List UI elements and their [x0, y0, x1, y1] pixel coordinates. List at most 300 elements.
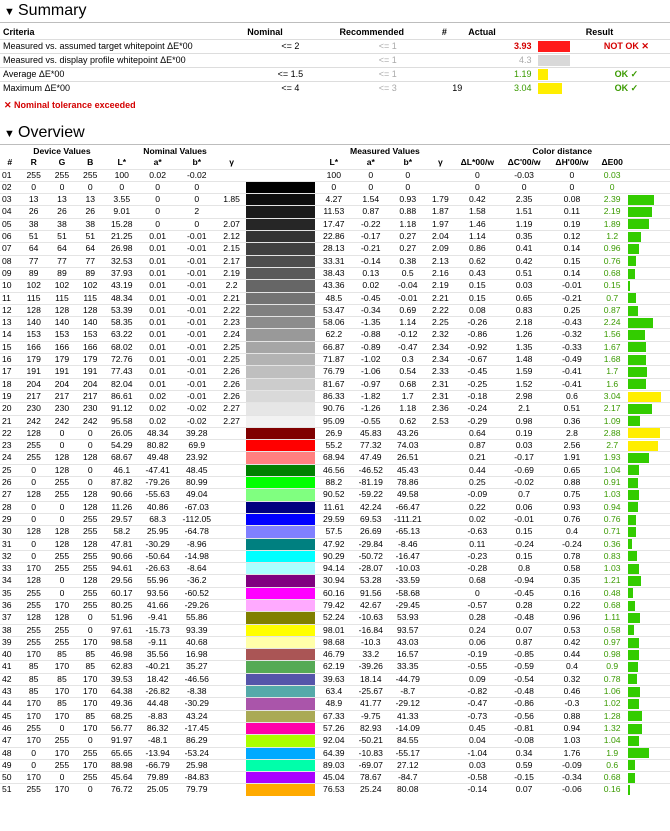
- cell-dE: 1.21: [596, 575, 629, 587]
- cell-dE: 0.9: [596, 661, 629, 673]
- color-swatch: [246, 636, 316, 648]
- cell-dC: 0.83: [500, 304, 548, 316]
- cell-mb: -0.04: [389, 280, 426, 292]
- cell-G: 179: [48, 354, 76, 366]
- cell-n: 40: [0, 649, 20, 661]
- cell-g: [217, 759, 245, 771]
- overview-divider: [0, 144, 670, 145]
- cell-B: 170: [76, 759, 104, 771]
- cell-mL: 22.86: [315, 231, 352, 243]
- delta-e-bar: [628, 785, 630, 795]
- cell-b: 69.9: [176, 440, 217, 452]
- cell-dC: -0.59: [500, 661, 548, 673]
- cell-dL: 0.24: [455, 624, 501, 636]
- delta-e-bar: [628, 613, 640, 623]
- cell-n: 38: [0, 624, 20, 636]
- delta-e-bar-cell: [628, 354, 670, 366]
- cell-R: 255: [20, 169, 48, 181]
- cell-dH: 0.53: [548, 624, 596, 636]
- cell-mg: [426, 550, 454, 562]
- delta-e-bar-cell: [628, 231, 670, 243]
- cell-R: 89: [20, 267, 48, 279]
- cell-dE: 0.68: [596, 267, 629, 279]
- cell-a: 0.01: [139, 378, 176, 390]
- cell-mg: 2.16: [426, 267, 454, 279]
- cell-n: 37: [0, 612, 20, 624]
- cell-R: 170: [20, 772, 48, 784]
- cell-B: 170: [76, 636, 104, 648]
- cell-R: 51: [20, 231, 48, 243]
- cell-G: 128: [48, 304, 76, 316]
- cell-G: 0: [48, 513, 76, 525]
- summary-heading[interactable]: [0, 0, 86, 22]
- cell-dL: 0.04: [455, 735, 501, 747]
- cell-a: -26.82: [139, 686, 176, 698]
- cell-dC: 0.06: [500, 501, 548, 513]
- cell-B: 230: [76, 403, 104, 415]
- cell-b: 23.92: [176, 452, 217, 464]
- cell-dH: -0.49: [548, 354, 596, 366]
- cell-dH: 0.15: [548, 255, 596, 267]
- cell-dL: 0.06: [455, 636, 501, 648]
- cell-dH: 0.22: [548, 599, 596, 611]
- cell-dE: 0.15: [596, 280, 629, 292]
- delta-e-bar-cell: [628, 636, 670, 648]
- cell-R: 170: [20, 563, 48, 575]
- cell-R: 166: [20, 341, 48, 353]
- color-swatch: [246, 329, 316, 341]
- cell-R: 255: [20, 587, 48, 599]
- cell-dE: 0.76: [596, 513, 629, 525]
- cell-b: -29.26: [176, 599, 217, 611]
- delta-e-bar: [628, 773, 635, 783]
- cell-dE: 0.87: [596, 304, 629, 316]
- cell-L: 90.66: [104, 489, 139, 501]
- collapse-triangle-icon[interactable]: ▼: [4, 6, 15, 18]
- column-header: a*: [153, 157, 162, 168]
- cell-dL: 0: [455, 587, 501, 599]
- cell-G: 255: [48, 550, 76, 562]
- cell-dC: -0.08: [500, 735, 548, 747]
- cell-R: 255: [20, 784, 48, 796]
- cell-a: 0.01: [139, 280, 176, 292]
- cell-mL: 98.68: [315, 636, 352, 648]
- delta-e-bar-cell: [628, 759, 670, 771]
- cell-B: 128: [76, 538, 104, 550]
- cell-a: -66.79: [139, 759, 176, 771]
- cell-L: 58.35: [104, 317, 139, 329]
- cell-g: [217, 636, 245, 648]
- cell-L: 88.98: [104, 759, 139, 771]
- cell-B: 170: [76, 722, 104, 734]
- cell-B: 255: [76, 550, 104, 562]
- cell-R: 26: [20, 206, 48, 218]
- table-row: [0, 698, 670, 710]
- cell-mL: 95.09: [315, 415, 352, 427]
- cell-b: -60.52: [176, 587, 217, 599]
- cell-mb: -14.09: [389, 722, 426, 734]
- cell-ma: -10.63: [352, 612, 389, 624]
- cell-n: 29: [0, 513, 20, 525]
- cell-n: 20: [0, 403, 20, 415]
- color-swatch: [246, 317, 316, 329]
- cell-n: 41: [0, 661, 20, 673]
- cell-dC: 0.07: [500, 624, 548, 636]
- delta-e-bar-cell: [628, 513, 670, 525]
- overview-heading[interactable]: [0, 122, 670, 144]
- cell-dH: -0.41: [548, 378, 596, 390]
- summary-count: 19: [439, 82, 465, 96]
- delta-e-bar-cell: [628, 415, 670, 427]
- table-row: [0, 194, 670, 206]
- table-row: [0, 181, 670, 193]
- cell-n: 36: [0, 599, 20, 611]
- cell-mL: 100: [315, 169, 352, 181]
- cell-mL: 81.67: [315, 378, 352, 390]
- cell-mb: 0: [389, 169, 426, 181]
- summary-actual: 4.3: [465, 54, 534, 68]
- cell-dE: 0.71: [596, 526, 629, 538]
- cell-mL: 17.47: [315, 218, 352, 230]
- cell-n: 46: [0, 722, 20, 734]
- cell-dE: 1.02: [596, 698, 629, 710]
- cell-mb: 0.38: [389, 255, 426, 267]
- cell-ma: -25.67: [352, 686, 389, 698]
- cell-a: 79.89: [139, 772, 176, 784]
- cell-dE: 0.58: [596, 624, 629, 636]
- table-row: [0, 624, 670, 636]
- cell-L: 91.97: [104, 735, 139, 747]
- cell-dC: -0.01: [500, 513, 548, 525]
- cell-B: 0: [76, 735, 104, 747]
- cell-b: 35.27: [176, 661, 217, 673]
- cell-n: 47: [0, 735, 20, 747]
- delta-e-bar-cell: [628, 710, 670, 722]
- cell-B: 0: [76, 477, 104, 489]
- cell-g: [217, 587, 245, 599]
- column-header: B: [87, 157, 94, 168]
- cell-dL: -1.04: [455, 747, 501, 759]
- cell-dE: 1.03: [596, 563, 629, 575]
- delta-e-bar: [628, 539, 632, 549]
- cell-dE: 1.11: [596, 612, 629, 624]
- summary-bar-cell: [535, 40, 583, 54]
- delta-e-bar-cell: [628, 329, 670, 341]
- cell-B: 13: [76, 194, 104, 206]
- cell-dH: 0.46: [548, 686, 596, 698]
- summary-result: OK ✓: [583, 68, 670, 82]
- cell-mg: [426, 513, 454, 525]
- cell-dC: 0.51: [500, 267, 548, 279]
- cell-R: 255: [20, 624, 48, 636]
- cell-n: 19: [0, 390, 20, 402]
- cell-mg: [426, 464, 454, 476]
- cell-dC: -0.24: [500, 538, 548, 550]
- cell-g: [217, 181, 245, 193]
- cell-mg: [426, 722, 454, 734]
- cell-g: [217, 772, 245, 784]
- cell-mb: -29.45: [389, 599, 426, 611]
- summary-count: [439, 54, 465, 68]
- cell-b: 43.24: [176, 710, 217, 722]
- cell-R: 217: [20, 390, 48, 402]
- cell-g: [217, 538, 245, 550]
- cell-B: 191: [76, 366, 104, 378]
- delta-e-bar: [628, 281, 630, 291]
- cell-L: 60.17: [104, 587, 139, 599]
- cell-dE: 2.7: [596, 440, 629, 452]
- cell-B: 0: [76, 784, 104, 796]
- cell-mb: -0.12: [389, 329, 426, 341]
- cell-dL: 0.68: [455, 575, 501, 587]
- color-swatch: [246, 390, 316, 402]
- delta-e-bar-cell: [628, 427, 670, 439]
- delta-e-bar: [628, 465, 639, 475]
- cell-G: 89: [48, 267, 76, 279]
- cell-g: 2.07: [217, 218, 245, 230]
- cell-mL: 38.43: [315, 267, 352, 279]
- table-row: [0, 317, 670, 329]
- table-row: [0, 526, 670, 538]
- cell-ma: 26.69: [352, 526, 389, 538]
- summary-nominal: <= 4: [244, 82, 336, 96]
- cell-dC: 1.19: [500, 218, 548, 230]
- cell-mb: 1.18: [389, 218, 426, 230]
- cell-ma: -10.83: [352, 747, 389, 759]
- cell-ma: 82.93: [352, 722, 389, 734]
- cell-dE: 1.04: [596, 464, 629, 476]
- cell-B: 140: [76, 317, 104, 329]
- cell-B: 38: [76, 218, 104, 230]
- cell-mb: -65.13: [389, 526, 426, 538]
- cell-G: 170: [48, 747, 76, 759]
- cell-dC: -0.69: [500, 464, 548, 476]
- delta-e-bar: [628, 453, 649, 463]
- cell-a: 0.02: [139, 403, 176, 415]
- cell-R: 128: [20, 304, 48, 316]
- cell-B: 170: [76, 673, 104, 685]
- delta-e-bar-cell: [628, 698, 670, 710]
- cell-a: -9.11: [139, 636, 176, 648]
- cell-dE: 0.97: [596, 636, 629, 648]
- cell-ma: -0.89: [352, 341, 389, 353]
- cell-mL: 92.04: [315, 735, 352, 747]
- cell-B: 179: [76, 354, 104, 366]
- cell-n: 48: [0, 747, 20, 759]
- table-row: [0, 587, 670, 599]
- cell-L: 86.61: [104, 390, 139, 402]
- cell-R: 85: [20, 686, 48, 698]
- cell-mg: [426, 747, 454, 759]
- cell-g: 2.21: [217, 292, 245, 304]
- cell-g: 2.15: [217, 243, 245, 255]
- cell-R: 204: [20, 378, 48, 390]
- cell-B: 0: [76, 181, 104, 193]
- cell-dC: 0.34: [500, 747, 548, 759]
- cell-ma: 0.13: [352, 267, 389, 279]
- cell-a: -9.41: [139, 612, 176, 624]
- cell-dE: 0.94: [596, 501, 629, 513]
- cell-dL: 0.22: [455, 501, 501, 513]
- cell-G: 255: [48, 563, 76, 575]
- cell-g: [217, 452, 245, 464]
- cell-mg: [426, 698, 454, 710]
- cell-mg: 2.19: [426, 280, 454, 292]
- cell-dC: 0.15: [500, 550, 548, 562]
- cell-dE: 1.93: [596, 452, 629, 464]
- column-header: R: [30, 157, 37, 168]
- delta-e-bar: [628, 601, 635, 611]
- table-row: [0, 440, 670, 452]
- cell-G: 170: [48, 686, 76, 698]
- delta-e-bar-cell: [628, 649, 670, 661]
- summary-header-row: [0, 26, 670, 40]
- delta-e-bar-cell: [628, 661, 670, 673]
- color-swatch: [246, 489, 316, 501]
- cell-L: 45.64: [104, 772, 139, 784]
- summary-row: [0, 82, 670, 96]
- cell-dL: -0.24: [455, 403, 501, 415]
- cell-dH: 0.6: [548, 390, 596, 402]
- cell-mb: 78.86: [389, 477, 426, 489]
- cell-dE: 0.6: [596, 759, 629, 771]
- cell-b: -0.01: [176, 231, 217, 243]
- cell-mL: 0: [315, 181, 352, 193]
- cell-dL: 0.11: [455, 538, 501, 550]
- cell-n: 14: [0, 329, 20, 341]
- color-swatch: [246, 587, 316, 599]
- summary-nominal: <= 2: [244, 40, 336, 54]
- cell-dL: 0.03: [455, 759, 501, 771]
- cell-dH: 0.94: [548, 722, 596, 734]
- cell-n: 31: [0, 538, 20, 550]
- color-swatch: [246, 280, 316, 292]
- cell-dL: -0.63: [455, 526, 501, 538]
- cell-mL: 60.16: [315, 587, 352, 599]
- cell-B: 0: [76, 624, 104, 636]
- cell-mL: 90.29: [315, 550, 352, 562]
- delta-e-bar-cell: [628, 575, 670, 587]
- delta-e-bar-cell: [628, 784, 670, 796]
- cell-mL: 48.5: [315, 292, 352, 304]
- cell-mg: 1.97: [426, 218, 454, 230]
- cell-dL: 0: [455, 169, 501, 181]
- cell-n: 25: [0, 464, 20, 476]
- cell-L: 15.28: [104, 218, 139, 230]
- cell-mL: 89.03: [315, 759, 352, 771]
- cell-dE: 1.06: [596, 686, 629, 698]
- cell-R: 77: [20, 255, 48, 267]
- delta-e-bar: [628, 293, 636, 303]
- cell-R: 242: [20, 415, 48, 427]
- cell-b: -0.02: [176, 169, 217, 181]
- color-swatch: [246, 477, 316, 489]
- cell-R: 170: [20, 710, 48, 722]
- summary-result: NOT OK ✕: [583, 40, 670, 54]
- cell-g: 2.26: [217, 366, 245, 378]
- color-swatch: [246, 513, 316, 525]
- cell-G: 128: [48, 612, 76, 624]
- summary-bar-cell: [535, 68, 583, 82]
- cell-B: 77: [76, 255, 104, 267]
- table-row: [0, 636, 670, 648]
- cell-dE: 1.6: [596, 378, 629, 390]
- cell-dC: 0.35: [500, 231, 548, 243]
- color-swatch: [246, 304, 316, 316]
- cell-mb: -44.79: [389, 673, 426, 685]
- color-swatch: [246, 649, 316, 661]
- cell-dE: 0.91: [596, 477, 629, 489]
- color-swatch: [246, 231, 316, 243]
- cell-R: 179: [20, 354, 48, 366]
- cell-ma: 33.2: [352, 649, 389, 661]
- cell-ma: -50.72: [352, 550, 389, 562]
- color-swatch: [246, 292, 316, 304]
- cell-b: 16.98: [176, 649, 217, 661]
- cell-mb: 0.69: [389, 304, 426, 316]
- cell-G: 217: [48, 390, 76, 402]
- cell-n: 11: [0, 292, 20, 304]
- cell-G: 255: [48, 735, 76, 747]
- cell-ma: 0: [352, 169, 389, 181]
- cell-b: -0.01: [176, 390, 217, 402]
- collapse-triangle-icon[interactable]: ▼: [4, 128, 15, 140]
- cell-dL: 0.02: [455, 513, 501, 525]
- cell-B: 166: [76, 341, 104, 353]
- cell-dC: -0.45: [500, 587, 548, 599]
- cell-dE: 0.68: [596, 599, 629, 611]
- cell-b: 55.86: [176, 612, 217, 624]
- cell-R: 0: [20, 538, 48, 550]
- table-row: [0, 784, 670, 796]
- measured-values-header: Measured Values: [350, 146, 420, 156]
- cell-dH: -0.43: [548, 317, 596, 329]
- color-swatch: [246, 661, 316, 673]
- cell-n: 08: [0, 255, 20, 267]
- cell-B: 89: [76, 267, 104, 279]
- color-swatch: [246, 255, 316, 267]
- delta-e-bar-cell: [628, 772, 670, 784]
- cell-mg: [426, 624, 454, 636]
- cell-ma: -1.35: [352, 317, 389, 329]
- cell-dC: 0.15: [500, 526, 548, 538]
- cell-b: 40.68: [176, 636, 217, 648]
- delta-e-bar-cell: [628, 440, 670, 452]
- cell-L: 54.29: [104, 440, 139, 452]
- cell-b: -14.98: [176, 550, 217, 562]
- cell-dL: 0.09: [455, 673, 501, 685]
- cell-dL: -0.25: [455, 378, 501, 390]
- cell-ma: -59.22: [352, 489, 389, 501]
- cell-ma: -10.3: [352, 636, 389, 648]
- cell-L: 68.02: [104, 341, 139, 353]
- cell-a: 0.01: [139, 317, 176, 329]
- cell-g: [217, 575, 245, 587]
- cell-dL: -0.18: [455, 390, 501, 402]
- cell-G: 140: [48, 317, 76, 329]
- cell-a: 0.01: [139, 329, 176, 341]
- cell-b: 25.98: [176, 759, 217, 771]
- cell-dC: 1.52: [500, 378, 548, 390]
- delta-e-bar: [628, 355, 646, 365]
- cell-g: 2.27: [217, 403, 245, 415]
- delta-e-bar-cell: [628, 390, 670, 402]
- cell-ma: -29.84: [352, 538, 389, 550]
- cell-g: [217, 169, 245, 181]
- cell-G: 85: [48, 698, 76, 710]
- cell-dL: -0.09: [455, 489, 501, 501]
- cell-R: 0: [20, 181, 48, 193]
